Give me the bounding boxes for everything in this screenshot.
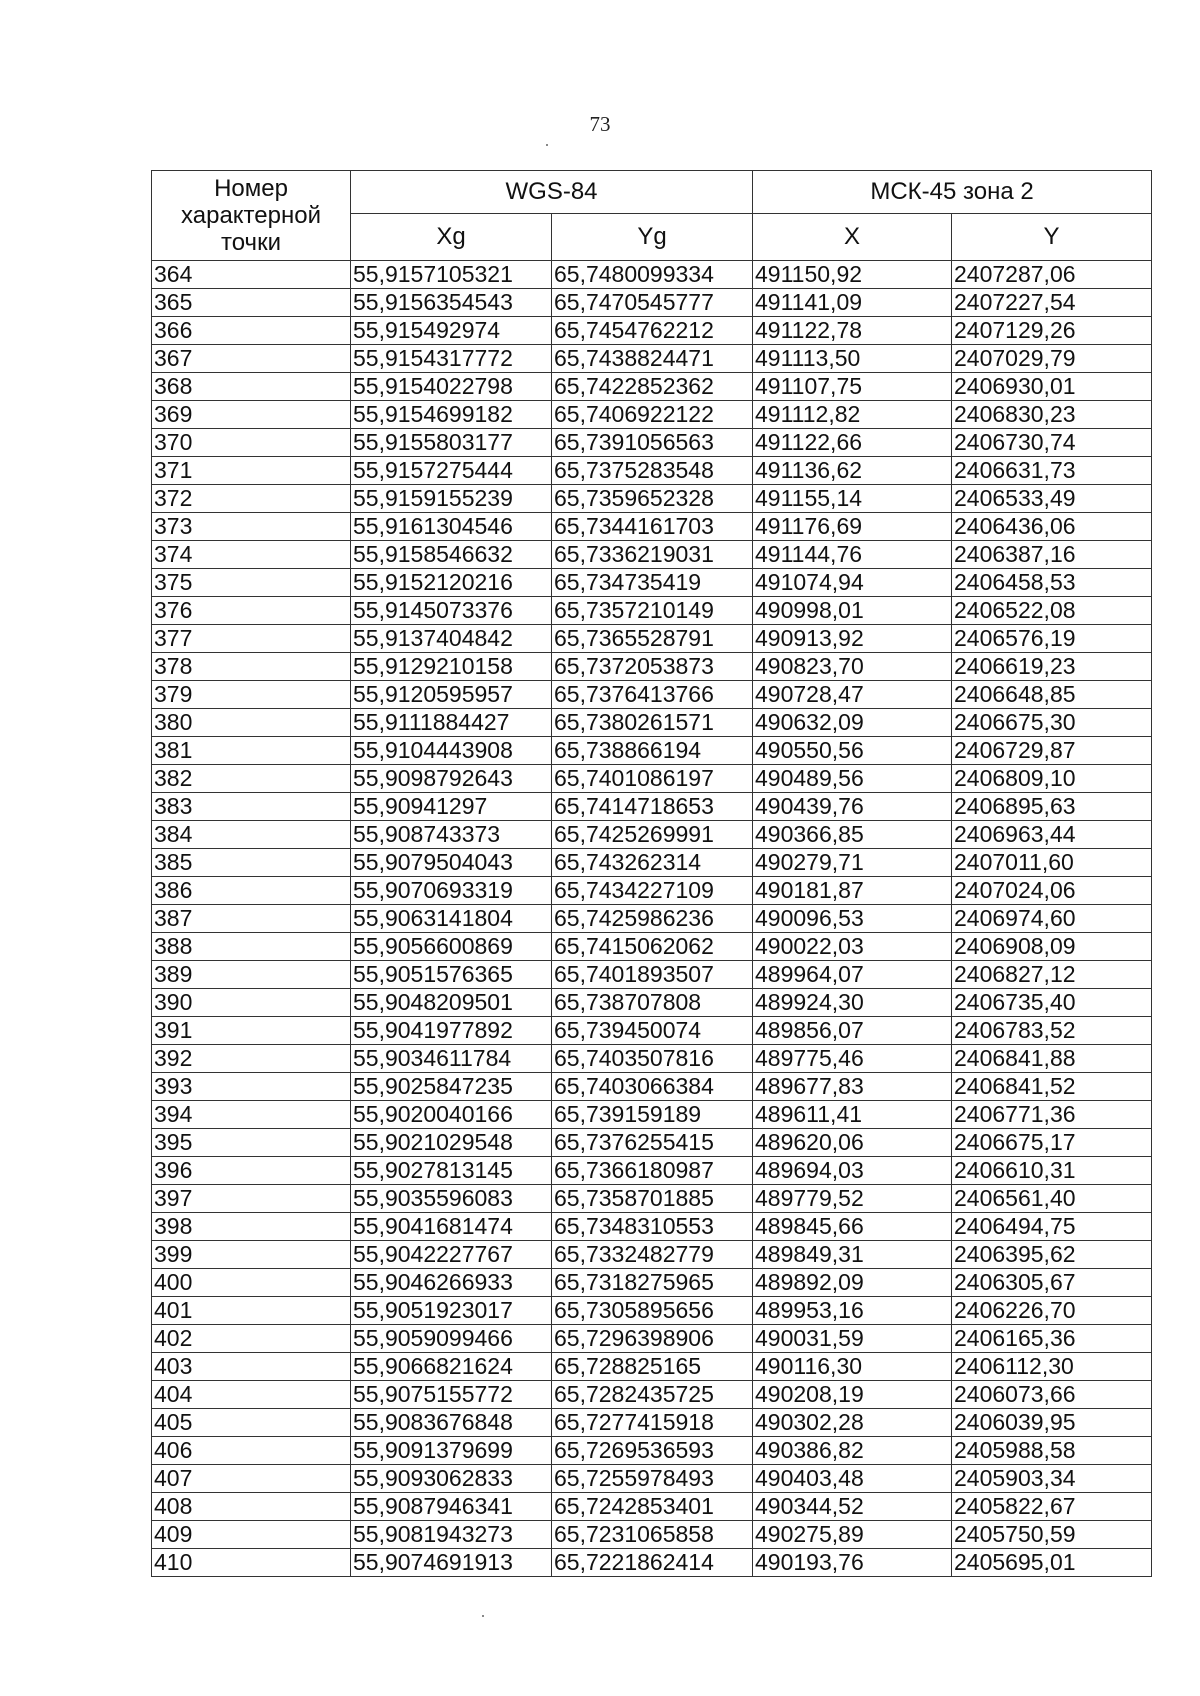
x-cell: 491112,82 [753, 401, 952, 429]
table-row [152, 653, 1152, 681]
xg-cell: 55,9035596083 [351, 1185, 552, 1213]
yg-cell: 65,7376413766 [552, 681, 753, 709]
x-cell: 490116,30 [753, 1353, 952, 1381]
point-number-cell: 403 [152, 1353, 351, 1381]
y-cell: 2406458,53 [952, 569, 1152, 597]
y-cell: 2406675,30 [952, 709, 1152, 737]
point-number-cell: 409 [152, 1521, 351, 1549]
x-cell: 489620,06 [753, 1129, 952, 1157]
x-cell: 491107,75 [753, 373, 952, 401]
table-row [152, 1409, 1152, 1437]
yg-column-header: Yg [552, 214, 753, 261]
point-number-cell: 371 [152, 457, 351, 485]
point-number-cell: 380 [152, 709, 351, 737]
yg-cell: 65,7305895656 [552, 1297, 753, 1325]
point-number-cell: 383 [152, 793, 351, 821]
yg-cell: 65,7375283548 [552, 457, 753, 485]
xg-cell: 55,915492974 [351, 317, 552, 345]
y-cell: 2406619,23 [952, 653, 1152, 681]
xg-cell: 55,9070693319 [351, 877, 552, 905]
y-cell: 2406963,44 [952, 821, 1152, 849]
y-cell: 2405903,34 [952, 1465, 1152, 1493]
x-cell: 489924,30 [753, 989, 952, 1017]
xg-cell: 55,9111884427 [351, 709, 552, 737]
yg-cell: 65,7403507816 [552, 1045, 753, 1073]
y-cell: 2406165,36 [952, 1325, 1152, 1353]
x-cell: 491141,09 [753, 289, 952, 317]
point-number-cell: 379 [152, 681, 351, 709]
xg-cell: 55,9046266933 [351, 1269, 552, 1297]
y-cell: 2407029,79 [952, 345, 1152, 373]
y-cell: 2406648,85 [952, 681, 1152, 709]
x-cell: 490031,59 [753, 1325, 952, 1353]
y-cell: 2406494,75 [952, 1213, 1152, 1241]
table-row [152, 709, 1152, 737]
yg-cell: 65,7470545777 [552, 289, 753, 317]
table-row [152, 1493, 1152, 1521]
xg-cell: 55,9051576365 [351, 961, 552, 989]
xg-cell: 55,9152120216 [351, 569, 552, 597]
xg-cell: 55,9145073376 [351, 597, 552, 625]
y-cell: 2406729,87 [952, 737, 1152, 765]
yg-cell: 65,7372053873 [552, 653, 753, 681]
x-cell: 489611,41 [753, 1101, 952, 1129]
yg-cell: 65,7357210149 [552, 597, 753, 625]
xg-cell: 55,908743373 [351, 821, 552, 849]
point-number-header: Номер характерной точки [152, 171, 351, 261]
y-cell: 2406730,74 [952, 429, 1152, 457]
point-number-cell: 404 [152, 1381, 351, 1409]
point-number-cell: 406 [152, 1437, 351, 1465]
x-cell: 491150,92 [753, 261, 952, 289]
point-number-cell: 401 [152, 1297, 351, 1325]
xg-cell: 55,9063141804 [351, 905, 552, 933]
y-cell: 2406771,36 [952, 1101, 1152, 1129]
table-row [152, 1045, 1152, 1073]
x-cell: 490823,70 [753, 653, 952, 681]
xg-cell: 55,9157105321 [351, 261, 552, 289]
point-number-cell: 381 [152, 737, 351, 765]
yg-cell: 65,7376255415 [552, 1129, 753, 1157]
x-cell: 490386,82 [753, 1437, 952, 1465]
point-number-cell: 393 [152, 1073, 351, 1101]
y-cell: 2406930,01 [952, 373, 1152, 401]
xg-cell: 55,9159155239 [351, 485, 552, 513]
x-cell: 490728,47 [753, 681, 952, 709]
table-row [152, 1381, 1152, 1409]
point-number-cell: 398 [152, 1213, 351, 1241]
point-number-cell: 366 [152, 317, 351, 345]
table-row [152, 1297, 1152, 1325]
xg-cell: 55,90941297 [351, 793, 552, 821]
table-row [152, 457, 1152, 485]
xg-cell: 55,9041681474 [351, 1213, 552, 1241]
xg-cell: 55,9129210158 [351, 653, 552, 681]
y-cell: 2406841,88 [952, 1045, 1152, 1073]
xg-cell: 55,9021029548 [351, 1129, 552, 1157]
x-cell: 489856,07 [753, 1017, 952, 1045]
x-cell: 489694,03 [753, 1157, 952, 1185]
yg-cell: 65,7318275965 [552, 1269, 753, 1297]
yg-cell: 65,7221862414 [552, 1549, 753, 1577]
table-row [152, 1157, 1152, 1185]
table-row [152, 793, 1152, 821]
x-cell: 489677,83 [753, 1073, 952, 1101]
point-number-cell: 390 [152, 989, 351, 1017]
table-row [152, 765, 1152, 793]
table-row [152, 1185, 1152, 1213]
yg-cell: 65,7282435725 [552, 1381, 753, 1409]
point-number-cell: 399 [152, 1241, 351, 1269]
table-row [152, 401, 1152, 429]
table-row [152, 569, 1152, 597]
yg-cell: 65,7480099334 [552, 261, 753, 289]
x-cell: 490022,03 [753, 933, 952, 961]
x-cell: 490366,85 [753, 821, 952, 849]
y-column-header: Y [952, 214, 1152, 261]
point-number-cell: 375 [152, 569, 351, 597]
point-number-cell: 407 [152, 1465, 351, 1493]
x-cell: 491155,14 [753, 485, 952, 513]
table-row [152, 1101, 1152, 1129]
xg-cell: 55,9161304546 [351, 513, 552, 541]
table-row [152, 877, 1152, 905]
y-cell: 2407011,60 [952, 849, 1152, 877]
y-cell: 2405695,01 [952, 1549, 1152, 1577]
point-number-cell: 376 [152, 597, 351, 625]
yg-cell: 65,7348310553 [552, 1213, 753, 1241]
msk45-group-header: МСК-45 зона 2 [753, 171, 1152, 214]
table-row [152, 373, 1152, 401]
point-number-cell: 410 [152, 1549, 351, 1577]
table-row [152, 1017, 1152, 1045]
table-row [152, 905, 1152, 933]
xg-column-header: Xg [351, 214, 552, 261]
xg-cell: 55,9056600869 [351, 933, 552, 961]
coordinates-table [151, 170, 1152, 1577]
yg-cell: 65,7434227109 [552, 877, 753, 905]
xg-cell: 55,9025847235 [351, 1073, 552, 1101]
yg-cell: 65,7269536593 [552, 1437, 753, 1465]
xg-cell: 55,9042227767 [351, 1241, 552, 1269]
xg-cell: 55,9083676848 [351, 1409, 552, 1437]
y-cell: 2406675,17 [952, 1129, 1152, 1157]
point-number-cell: 400 [152, 1269, 351, 1297]
table-row [152, 961, 1152, 989]
y-cell: 2405988,58 [952, 1437, 1152, 1465]
y-cell: 2406631,73 [952, 457, 1152, 485]
y-cell: 2406576,19 [952, 625, 1152, 653]
y-cell: 2407024,06 [952, 877, 1152, 905]
y-cell: 2406895,63 [952, 793, 1152, 821]
x-cell: 490181,87 [753, 877, 952, 905]
y-cell: 2407227,54 [952, 289, 1152, 317]
x-cell: 491144,76 [753, 541, 952, 569]
xg-cell: 55,9059099466 [351, 1325, 552, 1353]
x-cell: 490302,28 [753, 1409, 952, 1437]
x-cell: 489953,16 [753, 1297, 952, 1325]
table-row [152, 1129, 1152, 1157]
x-cell: 491122,78 [753, 317, 952, 345]
yg-cell: 65,739159189 [552, 1101, 753, 1129]
y-cell: 2406522,08 [952, 597, 1152, 625]
yg-cell: 65,743262314 [552, 849, 753, 877]
table-row [152, 541, 1152, 569]
scan-speck [546, 144, 548, 146]
table-row [152, 1073, 1152, 1101]
x-cell: 490439,76 [753, 793, 952, 821]
table-row [152, 1269, 1152, 1297]
x-cell: 491074,94 [753, 569, 952, 597]
xg-cell: 55,9154317772 [351, 345, 552, 373]
yg-cell: 65,7425269991 [552, 821, 753, 849]
point-number-cell: 370 [152, 429, 351, 457]
point-number-cell: 394 [152, 1101, 351, 1129]
x-cell: 490998,01 [753, 597, 952, 625]
x-cell: 489775,46 [753, 1045, 952, 1073]
x-cell: 490279,71 [753, 849, 952, 877]
yg-cell: 65,7391056563 [552, 429, 753, 457]
table-row [152, 1213, 1152, 1241]
yg-cell: 65,7242853401 [552, 1493, 753, 1521]
table-row [152, 429, 1152, 457]
table-row [152, 345, 1152, 373]
xg-cell: 55,9104443908 [351, 737, 552, 765]
point-number-cell: 385 [152, 849, 351, 877]
yg-cell: 65,7231065858 [552, 1521, 753, 1549]
table-row [152, 1325, 1152, 1353]
y-cell: 2406112,30 [952, 1353, 1152, 1381]
y-cell: 2405822,67 [952, 1493, 1152, 1521]
xg-cell: 55,9075155772 [351, 1381, 552, 1409]
table-row [152, 1437, 1152, 1465]
y-cell: 2406305,67 [952, 1269, 1152, 1297]
wgs84-group-header: WGS-84 [351, 171, 753, 214]
table-row [152, 625, 1152, 653]
x-cell: 490275,89 [753, 1521, 952, 1549]
yg-cell: 65,7454762212 [552, 317, 753, 345]
point-number-cell: 397 [152, 1185, 351, 1213]
xg-cell: 55,9066821624 [351, 1353, 552, 1381]
table-row [152, 1465, 1152, 1493]
y-cell: 2406436,06 [952, 513, 1152, 541]
table-header [152, 171, 1152, 261]
table-row [152, 289, 1152, 317]
xg-cell: 55,9041977892 [351, 1017, 552, 1045]
point-number-cell: 365 [152, 289, 351, 317]
point-number-cell: 386 [152, 877, 351, 905]
point-number-cell: 364 [152, 261, 351, 289]
table-row [152, 597, 1152, 625]
xg-cell: 55,9120595957 [351, 681, 552, 709]
point-number-cell: 391 [152, 1017, 351, 1045]
xg-cell: 55,9156354543 [351, 289, 552, 317]
point-number-cell: 367 [152, 345, 351, 373]
y-cell: 2406908,09 [952, 933, 1152, 961]
x-column-header: X [753, 214, 952, 261]
point-number-cell: 387 [152, 905, 351, 933]
yg-cell: 65,7359652328 [552, 485, 753, 513]
xg-cell: 55,9027813145 [351, 1157, 552, 1185]
x-cell: 491113,50 [753, 345, 952, 373]
xg-cell: 55,9048209501 [351, 989, 552, 1017]
point-number-cell: 372 [152, 485, 351, 513]
yg-cell: 65,7403066384 [552, 1073, 753, 1101]
xg-cell: 55,9154022798 [351, 373, 552, 401]
xg-cell: 55,9098792643 [351, 765, 552, 793]
point-number-cell: 396 [152, 1157, 351, 1185]
yg-cell: 65,7344161703 [552, 513, 753, 541]
point-number-cell: 378 [152, 653, 351, 681]
yg-cell: 65,7401086197 [552, 765, 753, 793]
xg-cell: 55,9081943273 [351, 1521, 552, 1549]
point-number-cell: 392 [152, 1045, 351, 1073]
table-row [152, 317, 1152, 345]
xg-cell: 55,9051923017 [351, 1297, 552, 1325]
x-cell: 489845,66 [753, 1213, 952, 1241]
table-row [152, 821, 1152, 849]
x-cell: 490913,92 [753, 625, 952, 653]
x-cell: 489849,31 [753, 1241, 952, 1269]
table-body [152, 261, 1152, 1577]
x-cell: 490403,48 [753, 1465, 952, 1493]
y-cell: 2406830,23 [952, 401, 1152, 429]
yg-cell: 65,7415062062 [552, 933, 753, 961]
x-cell: 491136,62 [753, 457, 952, 485]
point-number-cell: 408 [152, 1493, 351, 1521]
x-cell: 490193,76 [753, 1549, 952, 1577]
point-number-cell: 377 [152, 625, 351, 653]
yg-cell: 65,7255978493 [552, 1465, 753, 1493]
yg-cell: 65,7422852362 [552, 373, 753, 401]
table-row [152, 1521, 1152, 1549]
point-number-cell: 374 [152, 541, 351, 569]
x-cell: 490632,09 [753, 709, 952, 737]
y-cell: 2406533,49 [952, 485, 1152, 513]
xg-cell: 55,9091379699 [351, 1437, 552, 1465]
y-cell: 2405750,59 [952, 1521, 1152, 1549]
table-row [152, 261, 1152, 289]
yg-cell: 65,738866194 [552, 737, 753, 765]
table-row [152, 485, 1152, 513]
table-row [152, 849, 1152, 877]
xg-cell: 55,9034611784 [351, 1045, 552, 1073]
point-number-cell: 388 [152, 933, 351, 961]
y-cell: 2407129,26 [952, 317, 1152, 345]
yg-cell: 65,7401893507 [552, 961, 753, 989]
point-number-cell: 402 [152, 1325, 351, 1353]
yg-cell: 65,7336219031 [552, 541, 753, 569]
xg-cell: 55,9087946341 [351, 1493, 552, 1521]
y-cell: 2406395,62 [952, 1241, 1152, 1269]
yg-cell: 65,7277415918 [552, 1409, 753, 1437]
page-number: 73 [589, 112, 611, 136]
yg-cell: 65,7365528791 [552, 625, 753, 653]
y-cell: 2406073,66 [952, 1381, 1152, 1409]
xg-cell: 55,9079504043 [351, 849, 552, 877]
point-number-cell: 369 [152, 401, 351, 429]
x-cell: 489892,09 [753, 1269, 952, 1297]
yg-cell: 65,738707808 [552, 989, 753, 1017]
y-cell: 2407287,06 [952, 261, 1152, 289]
y-cell: 2406561,40 [952, 1185, 1152, 1213]
x-cell: 490489,56 [753, 765, 952, 793]
xg-cell: 55,9074691913 [351, 1549, 552, 1577]
yg-cell: 65,7438824471 [552, 345, 753, 373]
table-row [152, 1353, 1152, 1381]
y-cell: 2406827,12 [952, 961, 1152, 989]
x-cell: 489779,52 [753, 1185, 952, 1213]
xg-cell: 55,9093062833 [351, 1465, 552, 1493]
yg-cell: 65,7332482779 [552, 1241, 753, 1269]
y-cell: 2406610,31 [952, 1157, 1152, 1185]
yg-cell: 65,739450074 [552, 1017, 753, 1045]
point-number-cell: 368 [152, 373, 351, 401]
y-cell: 2406735,40 [952, 989, 1152, 1017]
table-row [152, 513, 1152, 541]
table-row [152, 989, 1152, 1017]
yg-cell: 65,7425986236 [552, 905, 753, 933]
yg-cell: 65,728825165 [552, 1353, 753, 1381]
xg-cell: 55,9158546632 [351, 541, 552, 569]
yg-cell: 65,7296398906 [552, 1325, 753, 1353]
scan-speck [482, 1615, 484, 1617]
yg-cell: 65,7414718653 [552, 793, 753, 821]
table-row [152, 1549, 1152, 1577]
x-cell: 491122,66 [753, 429, 952, 457]
xg-cell: 55,9137404842 [351, 625, 552, 653]
table-row [152, 737, 1152, 765]
point-number-cell: 373 [152, 513, 351, 541]
y-cell: 2406226,70 [952, 1297, 1152, 1325]
x-cell: 490096,53 [753, 905, 952, 933]
y-cell: 2406387,16 [952, 541, 1152, 569]
point-number-cell: 395 [152, 1129, 351, 1157]
yg-cell: 65,7406922122 [552, 401, 753, 429]
x-cell: 490344,52 [753, 1493, 952, 1521]
table-row [152, 681, 1152, 709]
yg-cell: 65,7366180987 [552, 1157, 753, 1185]
xg-cell: 55,9155803177 [351, 429, 552, 457]
yg-cell: 65,7358701885 [552, 1185, 753, 1213]
y-cell: 2406783,52 [952, 1017, 1152, 1045]
y-cell: 2406974,60 [952, 905, 1152, 933]
x-cell: 490550,56 [753, 737, 952, 765]
xg-cell: 55,9154699182 [351, 401, 552, 429]
point-number-cell: 384 [152, 821, 351, 849]
table-row [152, 933, 1152, 961]
point-number-cell: 389 [152, 961, 351, 989]
xg-cell: 55,9157275444 [351, 457, 552, 485]
point-number-cell: 405 [152, 1409, 351, 1437]
y-cell: 2406809,10 [952, 765, 1152, 793]
x-cell: 491176,69 [753, 513, 952, 541]
yg-cell: 65,734735419 [552, 569, 753, 597]
table-row [152, 1241, 1152, 1269]
x-cell: 490208,19 [753, 1381, 952, 1409]
yg-cell: 65,7380261571 [552, 709, 753, 737]
x-cell: 489964,07 [753, 961, 952, 989]
xg-cell: 55,9020040166 [351, 1101, 552, 1129]
y-cell: 2406039,95 [952, 1409, 1152, 1437]
point-number-cell: 382 [152, 765, 351, 793]
y-cell: 2406841,52 [952, 1073, 1152, 1101]
